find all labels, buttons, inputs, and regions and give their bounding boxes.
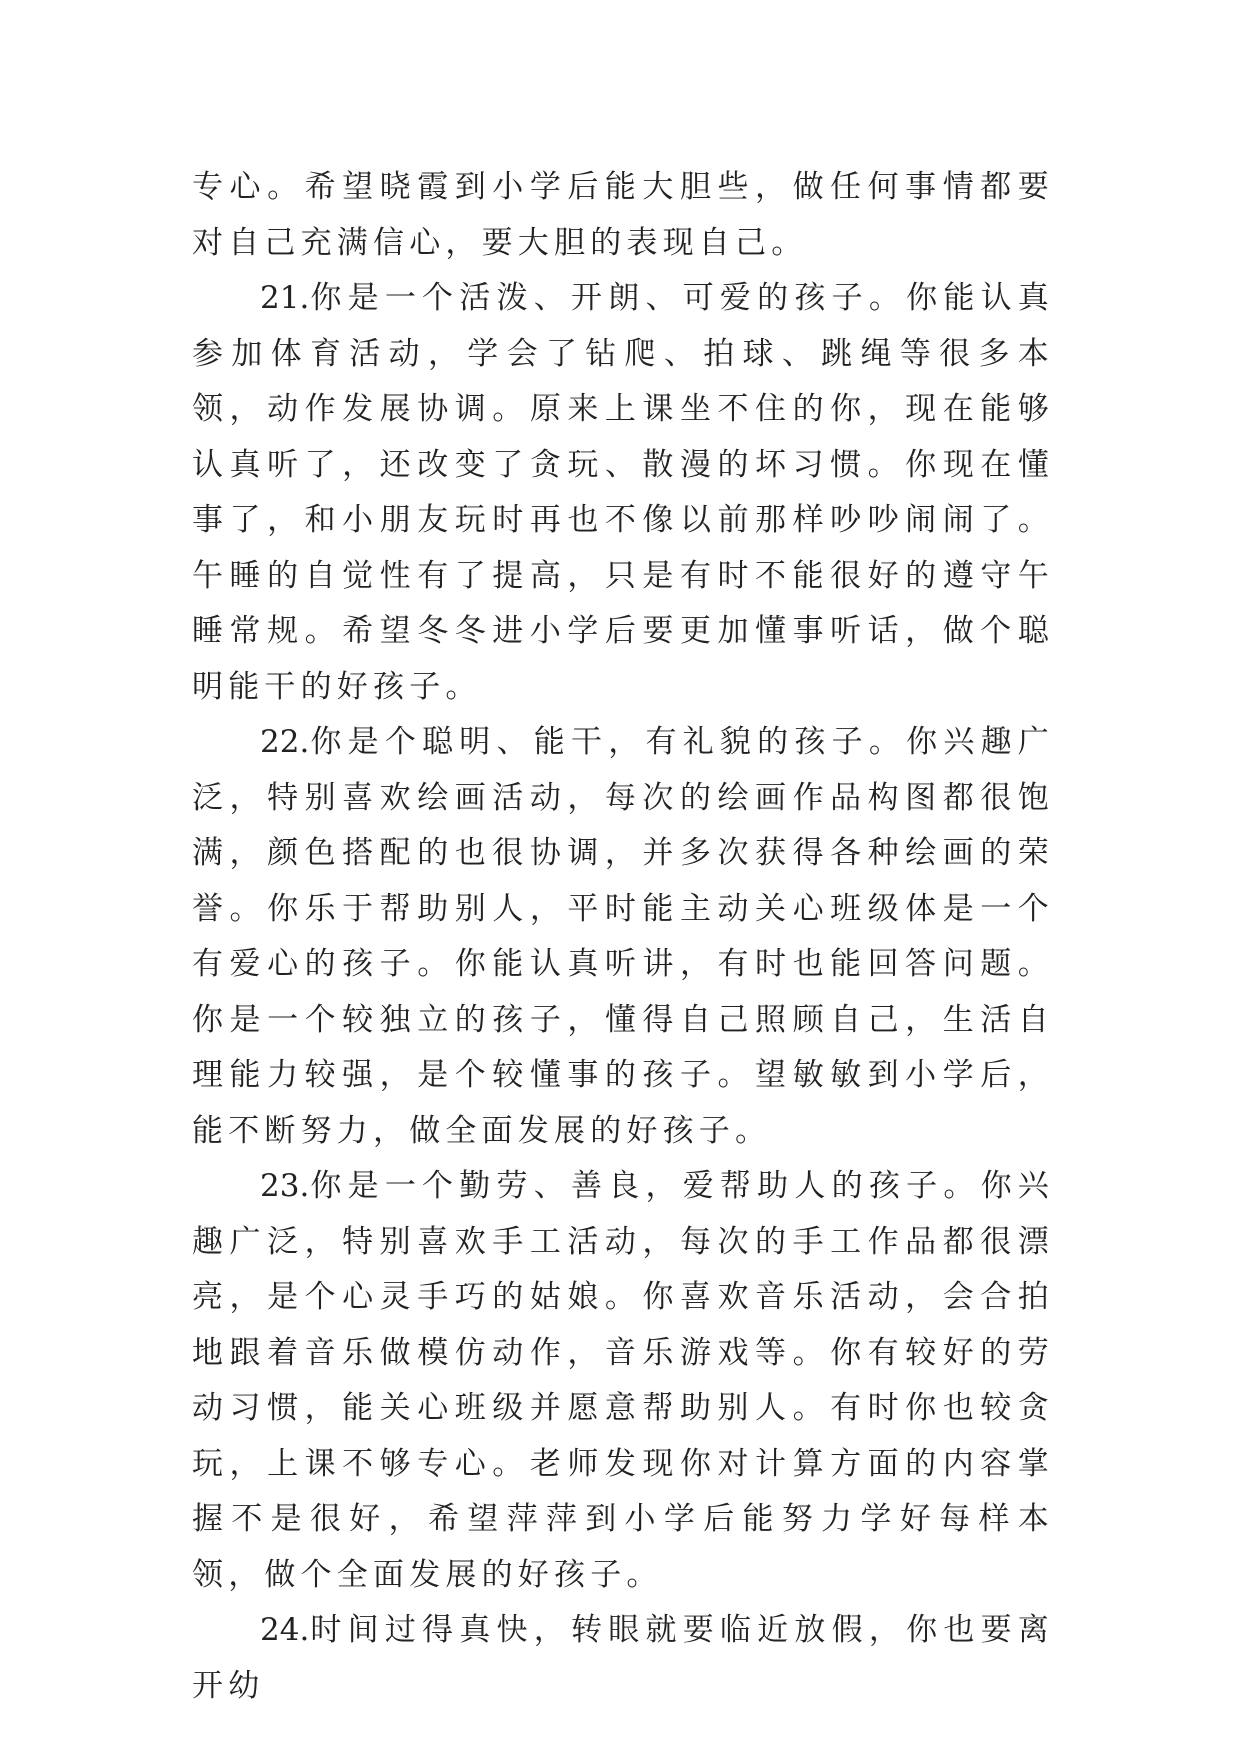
paragraph-number: 21. xyxy=(260,280,310,316)
paragraph xyxy=(192,160,1054,271)
paragraph-text: 你是个聪明、能干，有礼貌的孩子。你兴趣广泛，特别喜欢绘画活动，每次的绘画作品构图都很饱满，颜色搭配的也很协调，并多次获得各种绘画的荣誉。你乐于帮助别人，平时能主动关心班级体是一个有爱心的孩子。你能认真听讲，有时也能回答问题。你是一个较独立的孩子，懂得自己照顾自己，生活自理能力较强，是个较懂事的孩子。望敏敏到小学后，能不断努力，做全面发展的好孩子。 xyxy=(192,724,1054,1149)
paragraph-number: 23. xyxy=(260,1168,310,1204)
document-body xyxy=(192,160,1054,1714)
paragraph-number: 24. xyxy=(260,1612,310,1648)
paragraph-text: 专心。希望晓霞到小学后能大胆些，做任何事情都要对自己充满信心，要大胆的表现自己。 xyxy=(192,169,1054,261)
paragraph-24 xyxy=(192,1603,1054,1714)
paragraph-22 xyxy=(192,715,1054,1159)
paragraph-21 xyxy=(192,271,1054,715)
paragraph-text: 你是一个勤劳、善良，爱帮助人的孩子。你兴趣广泛，特别喜欢手工活动，每次的手工作品都很漂亮，是个心灵手巧的姑娘。你喜欢音乐活动，会合拍地跟着音乐做模仿动作，音乐游戏等。你有较好的劳动习惯，能关心班级并愿意帮助别人。有时你也较贪玩，上课不够专心。老师发现你对计算方面的内容掌握不是很好，希望萍萍到小学后能努力学好每样本领，做个全面发展的好孩子。 xyxy=(192,1168,1054,1593)
paragraph-23 xyxy=(192,1159,1054,1603)
paragraph-number: 22. xyxy=(260,724,310,760)
paragraph-text: 你是一个活泼、开朗、可爱的孩子。你能认真参加体育活动，学会了钻爬、拍球、跳绳等很多本领，动作发展协调。原来上课坐不住的你，现在能够认真听了，还改变了贪玩、散漫的坏习惯。你现在懂事了，和小朋友玩时再也不像以前那样吵吵闹闹了。午睡的自觉性有了提高，只是有时不能很好的遵守午睡常规。希望冬冬进小学后要更加懂事听话，做个聪明能干的好孩子。 xyxy=(192,280,1054,705)
paragraph-text: 时间过得真快，转眼就要临近放假，你也要离开幼 xyxy=(192,1612,1054,1704)
